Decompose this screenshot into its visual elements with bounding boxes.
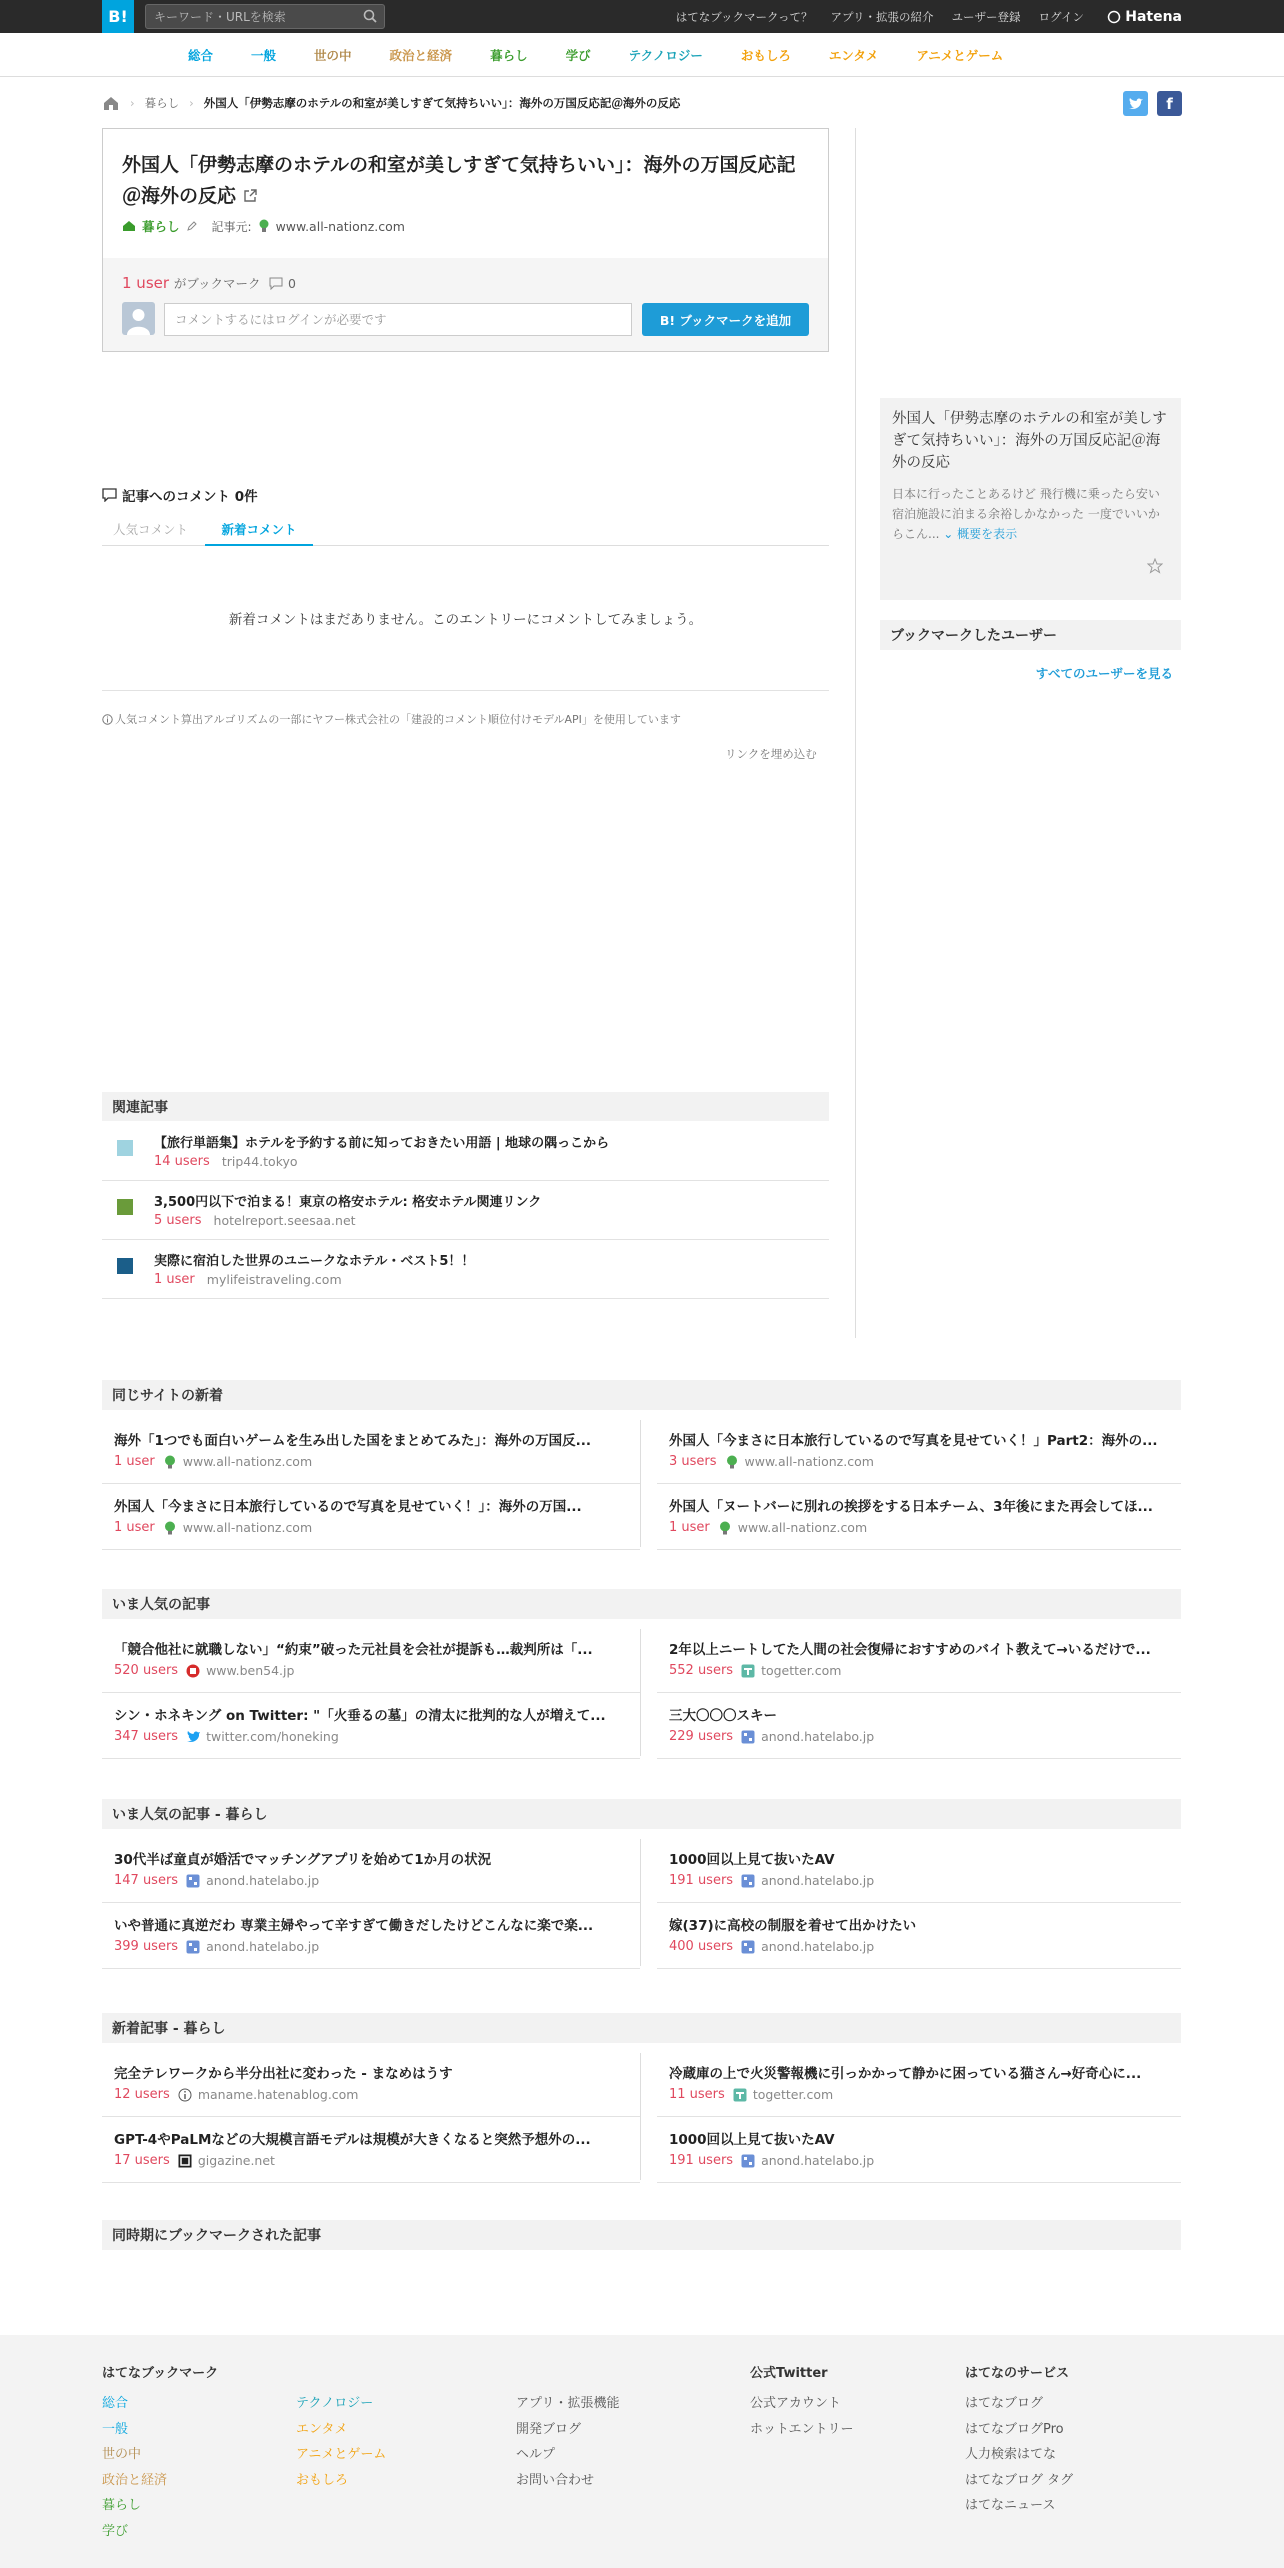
chevron-right-icon: › (130, 96, 135, 110)
user-count[interactable]: 14 users (154, 1154, 210, 1169)
article-title[interactable]: 海外「1つでも面白いゲームを生み出した国をまとめてみた」：海外の万国反... (114, 1433, 592, 1449)
article-meta (114, 2153, 275, 2168)
article-meta (114, 1454, 312, 1469)
footer-hatebu-heading: はてなブックマーク (102, 2366, 219, 2381)
user-count[interactable]: 12 users (114, 2087, 170, 2102)
hatena-star-icon (1107, 10, 1121, 24)
search-box (145, 4, 385, 29)
article-meta (669, 1729, 874, 1744)
article-title[interactable]: 1000回以上見て抜いたAV (669, 2132, 835, 2148)
row-divider (102, 2182, 640, 2183)
site-domain[interactable]: anond.hatelabo.jp (206, 1939, 320, 1954)
article-meta (114, 1729, 339, 1744)
login-link[interactable]: ログイン (1038, 9, 1084, 24)
footer-link[interactable]: 一般 (102, 2421, 129, 2437)
article-meta (669, 2087, 833, 2102)
anond-favicon-icon (186, 1940, 200, 1954)
related-item-title[interactable]: 3,500円以下で泊まる！東京の格安ホテル: 格安ホテル関連リンク (154, 1195, 542, 1210)
category-tab[interactable]: 政治と経済 (389, 48, 453, 63)
row-divider (102, 1758, 640, 1759)
bookmark-count[interactable]: 1 user がブックマーク 0 (122, 274, 296, 292)
row-divider (657, 1902, 1181, 1903)
facebook-share-icon[interactable]: f (1157, 91, 1182, 116)
row-divider (657, 1483, 1181, 1484)
star-add-icon[interactable] (1147, 558, 1163, 574)
anond-favicon-icon (741, 1730, 755, 1744)
article-title[interactable]: 30代半ば童貞が婚活でマッチングアプリを始めて1か月の状況 (114, 1852, 492, 1868)
user-count[interactable]: 147 users (114, 1873, 179, 1888)
divider (102, 690, 829, 691)
related-item[interactable] (102, 1181, 829, 1240)
hatebu-logo[interactable]: B! (102, 0, 134, 33)
category-home-icon (122, 220, 136, 232)
article-title[interactable]: 2年以上ニートしてた人間の社会復帰におすすめのバイト教えて→いるだけで... (669, 1642, 1151, 1658)
site-domain[interactable]: maname.hatenablog.com (197, 2087, 359, 2102)
entry-meta (122, 216, 405, 236)
algorithm-notice: 人気コメント算出アルゴリズムの一部にヤフー株式会社の「建設的コメント順位付けモデルAPI」を使用しています (102, 711, 681, 727)
footer-link[interactable]: 開発ブログ (516, 2421, 582, 2437)
row-divider (657, 1549, 1181, 1550)
entry-source[interactable]: www.all-nationz.com (275, 218, 405, 234)
related-item-meta (154, 1154, 298, 1169)
article-meta (669, 1873, 874, 1888)
section-heading: 新着記事 - 暮らし (102, 2013, 1181, 2043)
site-domain[interactable]: www.all-nationz.com (737, 1520, 868, 1535)
anond-favicon-icon (186, 1874, 200, 1888)
footer-category-list-2 (296, 2391, 386, 2493)
footer-link[interactable]: アニメとゲーム (296, 2447, 387, 2462)
footer-link[interactable]: おもしろ (296, 2472, 349, 2488)
anond-favicon-icon (741, 1940, 755, 1954)
footer-links (516, 2391, 619, 2493)
article-title[interactable]: GPT-4やPaLMなどの大規模言語モデルは規模が大きくなると突然予想外の... (114, 2132, 591, 2148)
footer-link[interactable]: 世の中 (102, 2447, 142, 2462)
thumbnail-image (117, 1140, 133, 1156)
related-item[interactable] (102, 1122, 829, 1181)
gigazine-favicon-icon (178, 2154, 192, 2168)
embed-link[interactable]: リンクを埋め込む (725, 747, 817, 761)
footer-services-heading: はてなのサービス (965, 2366, 1070, 2381)
related-item-title[interactable]: 【旅行単語集】ホテルを予約する前に知っておきたい用語 | 地球の隅っこから (154, 1136, 610, 1151)
same-time-heading: 同時期にブックマークされた記事 (102, 2220, 1181, 2250)
article-title[interactable]: 三大〇〇〇スキー (669, 1708, 777, 1724)
site-domain[interactable]: hotelreport.seesaa.net (213, 1213, 356, 1228)
footer-link[interactable]: ヘルプ (516, 2447, 556, 2462)
site-domain[interactable]: gigazine.net (197, 2153, 275, 2168)
user-count[interactable]: 1 user (669, 1520, 710, 1535)
user-count[interactable]: 347 users (114, 1729, 179, 1744)
article-title[interactable]: 1000回以上見て抜いたAV (669, 1852, 835, 1868)
footer-link[interactable]: 総合 (102, 2396, 129, 2411)
footer-twitter-heading: 公式Twitter (750, 2366, 828, 2381)
column-divider (855, 128, 856, 1338)
article-meta (669, 1939, 874, 1954)
bookmark-users-heading: ブックマークしたユーザー (880, 620, 1181, 650)
row-divider (102, 1483, 640, 1484)
article-meta (114, 1663, 294, 1678)
footer-link[interactable]: お問い合わせ (516, 2472, 595, 2488)
category-tab[interactable]: エンタメ (828, 48, 879, 63)
article-title[interactable]: 外国人「今まさに日本旅行しているので写真を見せていく！」Part2：海外の... (669, 1433, 1158, 1449)
category-list (188, 33, 1041, 77)
top-links (676, 0, 1084, 33)
user-count[interactable]: 399 users (114, 1939, 179, 1954)
category-tab[interactable]: 総合 (188, 48, 214, 63)
article-meta (114, 1873, 319, 1888)
user-count[interactable]: 400 users (669, 1939, 734, 1954)
site-domain[interactable]: anond.hatelabo.jp (761, 1939, 875, 1954)
user-count[interactable]: 5 users (154, 1213, 202, 1228)
footer-link[interactable]: はてなブログPro (965, 2421, 1064, 2437)
category-tab[interactable]: 一般 (251, 48, 277, 63)
row-divider (657, 1758, 1181, 1759)
article-title[interactable]: 「競合他社に就職しない」“約束”破った元社員を会社が提訴も…裁判所は「... (114, 1642, 593, 1658)
user-count[interactable]: 17 users (114, 2153, 170, 2168)
site-domain[interactable]: togetter.com (752, 2087, 834, 2102)
entry-category[interactable]: 暮らし (142, 219, 180, 234)
comment-icon (269, 277, 283, 290)
category-tab[interactable]: アニメとゲーム (916, 48, 1004, 63)
empty-comments: 新着コメントはまだありません。このエントリーにコメントしてみましょう。 (228, 612, 703, 628)
bulb-favicon-icon (258, 219, 270, 233)
row-divider (102, 2116, 640, 2117)
site-domain[interactable]: www.all-nationz.com (182, 1520, 313, 1535)
related-item-meta (154, 1272, 342, 1287)
site-domain[interactable]: anond.hatelabo.jp (761, 1873, 875, 1888)
article-title[interactable]: 冷蔵庫の上で火災警報機に引っかかって静かに困っている猫さん→好奇心に... (669, 2066, 1142, 2082)
footer-link[interactable]: エンタメ (296, 2421, 348, 2437)
site-domain[interactable]: www.all-nationz.com (744, 1454, 874, 1469)
related-heading: 関連記事 (102, 1092, 829, 1121)
section-heading: いま人気の記事 (102, 1589, 1181, 1619)
search-icon[interactable] (362, 8, 378, 24)
article-meta (114, 1520, 312, 1535)
breadcrumb-category[interactable]: 暮らし (144, 96, 180, 110)
chevron-right-icon: › (189, 96, 194, 110)
article-title[interactable]: 外国人「今まさに日本旅行しているので写真を見せていく！」：海外の万国... (114, 1499, 582, 1515)
article-meta (669, 1454, 874, 1469)
row-divider (102, 1968, 640, 1969)
article-meta (114, 1939, 319, 1954)
thumbnail-image (117, 1258, 133, 1274)
footer-link[interactable]: はてなニュース (965, 2498, 1056, 2513)
footer-link[interactable]: 学び (102, 2523, 129, 2539)
thumbnail-image (117, 1199, 133, 1215)
info-favicon-icon (178, 2088, 192, 2102)
user-count[interactable]: 552 users (669, 1663, 734, 1678)
related-list (102, 1122, 829, 1299)
category-tab[interactable]: おもしろ (740, 48, 791, 63)
site-domain[interactable]: mylifeistraveling.com (206, 1272, 342, 1287)
search-input[interactable] (146, 5, 346, 28)
apps-link[interactable]: アプリ・拡張の紹介 (830, 9, 934, 24)
twitter-favicon-icon (186, 1730, 200, 1744)
comment-input[interactable]: コメントするにはログインが必要です (164, 303, 632, 336)
article-meta (669, 1520, 867, 1535)
section-heading: いま人気の記事 - 暮らし (102, 1799, 1181, 1829)
row-divider (102, 1692, 640, 1693)
user-count[interactable]: 3 users (669, 1454, 717, 1469)
article-meta (669, 1663, 841, 1678)
column-separator (640, 1629, 641, 1756)
column-separator (640, 1839, 641, 1966)
bulb-favicon-icon (725, 1455, 739, 1469)
anond-favicon-icon (741, 1874, 755, 1888)
entry-title[interactable]: 外国人「伊勢志摩のホテルの和室が美しすぎて気持ちいい」：海外の万国反応記＠海外の反応 (122, 154, 796, 207)
user-count[interactable]: 191 users (669, 1873, 734, 1888)
row-divider (102, 1549, 640, 1550)
register-link[interactable]: ユーザー登録 (951, 9, 1021, 24)
category-tab[interactable]: 暮らし (490, 48, 528, 63)
hatena-logo[interactable]: Hatena (1107, 0, 1182, 33)
article-title[interactable]: 外国人「ヌートバーに別れの挨拶をする日本チーム、3年後にまた再会してほ... (669, 1499, 1153, 1515)
user-count[interactable]: 1 user (114, 1520, 155, 1535)
article-meta (669, 2153, 874, 2168)
avatar (122, 302, 155, 335)
footer-twitter-links (750, 2391, 853, 2442)
summary-title[interactable]: 外国人「伊勢志摩のホテルの和室が美しすぎて気持ちいい」：海外の万国反応記＠海外の反応 (892, 411, 1167, 471)
footer-link[interactable]: はてなブログ タグ (965, 2472, 1074, 2488)
breadcrumb-current: 外国人「伊勢志摩のホテルの和室が美しすぎて気持ちいい」：海外の万国反応記＠海外の反応 (203, 96, 681, 110)
comments-heading: 記事へのコメント 0件 (102, 485, 258, 505)
user-count[interactable]: 229 users (669, 1729, 734, 1744)
site-domain[interactable]: anond.hatelabo.jp (761, 1729, 875, 1744)
category-tab[interactable]: テクノロジー (628, 48, 703, 63)
site-domain[interactable]: www.ben54.jp (206, 1663, 295, 1678)
togetter-favicon-icon (741, 1664, 755, 1678)
row-divider (657, 1692, 1181, 1693)
show-summary-link[interactable]: ⌄ 概要を表示 (943, 527, 1018, 541)
footer-link[interactable]: 政治と経済 (102, 2472, 168, 2488)
section-heading: 同じサイトの新着 (102, 1380, 1181, 1410)
footer-link[interactable]: ホットエントリー (750, 2421, 854, 2437)
category-tab[interactable]: 学び (565, 48, 591, 63)
info-icon (102, 714, 113, 725)
column-separator (640, 1420, 641, 1547)
site-domain[interactable]: trip44.tokyo (221, 1154, 298, 1169)
related-item-title[interactable]: 実際に宿泊した世界のユニークなホテル・ベスト5！！ (154, 1254, 475, 1269)
site-domain[interactable]: www.all-nationz.com (182, 1454, 313, 1469)
home-icon[interactable] (102, 95, 120, 111)
footer-category-list (102, 2391, 167, 2544)
comment-icon (102, 488, 117, 502)
related-item-meta (154, 1213, 356, 1228)
togetter-favicon-icon (733, 2088, 747, 2102)
user-count[interactable]: 520 users (114, 1663, 179, 1678)
footer-link[interactable]: アプリ・拡張機能 (516, 2396, 620, 2411)
article-title[interactable]: いや普通に真逆だわ 専業主婦やって辛すぎて働きだしたけどこんなに楽で楽... (114, 1918, 594, 1934)
bulb-favicon-icon (718, 1521, 732, 1535)
all-users-link[interactable]: すべてのユーザーを見る (1035, 666, 1173, 681)
article-title[interactable]: 完全テレワークから半分出社に変わった - まなめはうす (114, 2066, 453, 2082)
user-count[interactable]: 11 users (669, 2087, 725, 2102)
row-divider (102, 1902, 640, 1903)
external-link-icon[interactable] (243, 188, 258, 203)
site-domain[interactable]: anond.hatelabo.jp (206, 1873, 320, 1888)
column-separator (640, 2053, 641, 2180)
summary-text: 日本に行ったことあるけど 飛行機に乗ったら安い宿泊施設に泊まる余裕しかなかった 一度でいいからこん... ⌄ 概要を表示 (892, 487, 1160, 541)
site-domain[interactable]: anond.hatelabo.jp (761, 2153, 875, 2168)
user-count[interactable]: 191 users (669, 2153, 734, 2168)
article-title[interactable]: シン・ホネキング on Twitter: "「火垂るの墓」の清太に批判的な人が増えて... (114, 1708, 606, 1724)
site-domain[interactable]: togetter.com (761, 1663, 842, 1678)
ben54-favicon-icon (186, 1664, 200, 1678)
twitter-share-icon[interactable] (1123, 91, 1148, 116)
footer-link[interactable]: 公式アカウント (750, 2396, 841, 2411)
user-count[interactable]: 1 user (154, 1272, 195, 1287)
tab-popular[interactable]: 人気コメント (113, 522, 189, 537)
row-divider (657, 2116, 1181, 2117)
footer-link[interactable]: 暮らし (102, 2498, 142, 2513)
footer-link[interactable]: 人力検索はてな (965, 2447, 1057, 2462)
bulb-favicon-icon (163, 1455, 177, 1469)
article-meta (114, 2087, 359, 2102)
footer-service-links (965, 2391, 1073, 2519)
row-divider (657, 2182, 1181, 2183)
source-label: 記事元: (211, 219, 252, 234)
article-title[interactable]: 嫁(37)に高校の制服を着せて出かけたい (669, 1918, 917, 1934)
user-count[interactable]: 1 user (114, 1454, 155, 1469)
footer-link[interactable]: テクノロジー (296, 2396, 374, 2411)
add-bookmark-button[interactable]: B! ブックマークを追加 (642, 303, 809, 336)
breadcrumb (102, 91, 680, 115)
site-domain[interactable]: twitter.com/honeking (206, 1729, 339, 1744)
anond-favicon-icon (741, 2154, 755, 2168)
pencil-icon[interactable] (186, 220, 198, 232)
related-item[interactable] (102, 1240, 829, 1299)
category-tab[interactable]: 世の中 (314, 48, 352, 63)
row-divider (657, 1968, 1181, 1969)
bulb-favicon-icon (163, 1521, 177, 1535)
tab-new[interactable]: 新着コメント (205, 520, 313, 546)
footer-link[interactable]: はてなブログ (965, 2396, 1044, 2411)
about-link[interactable]: はてなブックマークって？ (675, 9, 813, 24)
